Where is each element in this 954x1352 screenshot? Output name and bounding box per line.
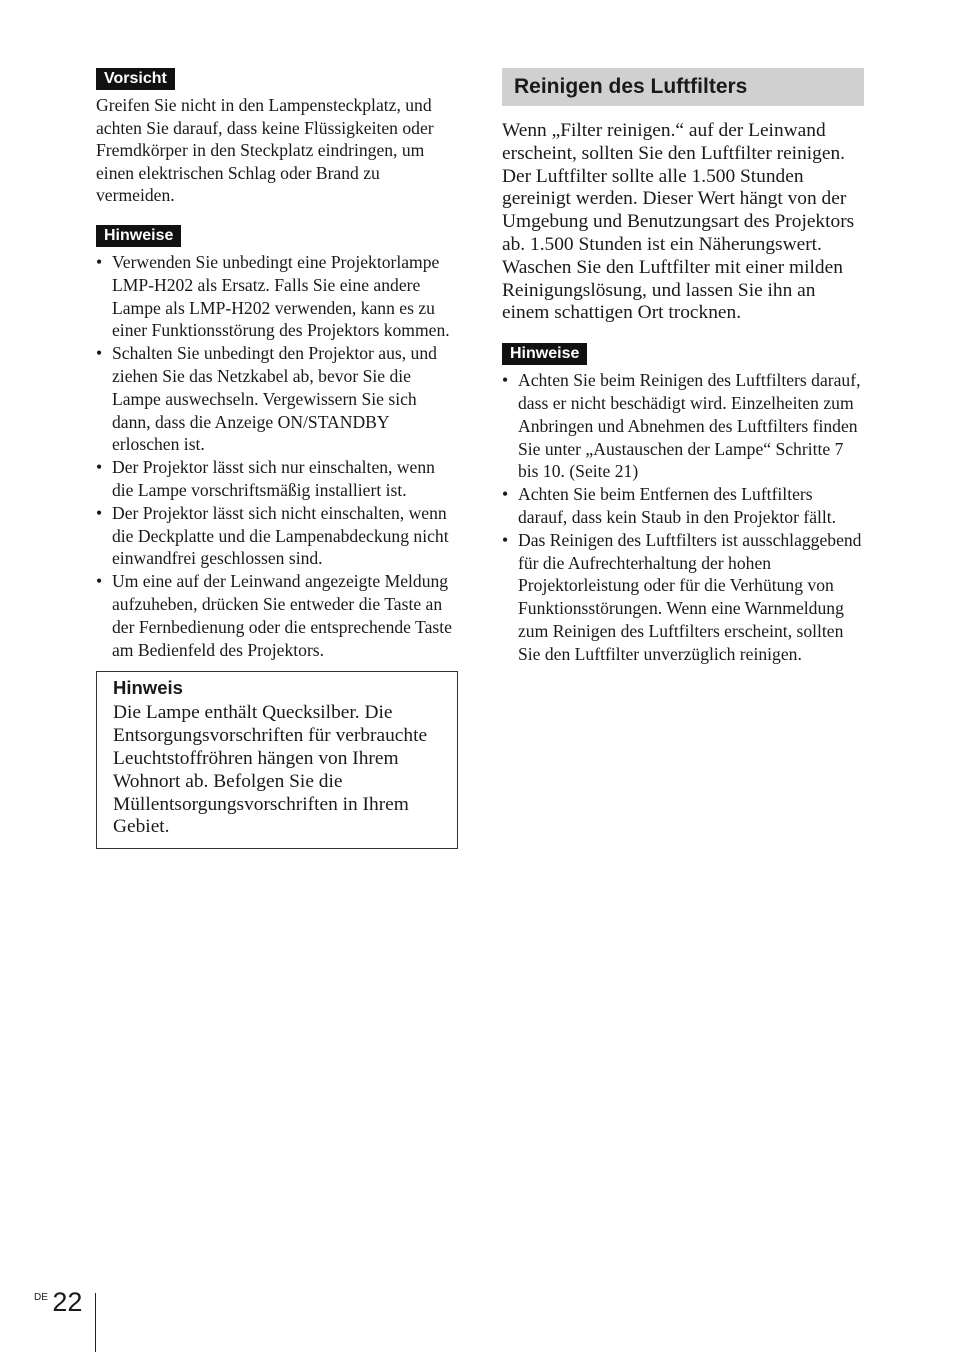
caution-label: Vorsicht: [96, 68, 175, 90]
notes-section-left: [96, 225, 458, 661]
list-item: • Der Projektor lässt sich nur einschalten, wenn die Lampe vorschriftsmäßig installiert ist.: [96, 456, 458, 502]
right-column: [502, 68, 864, 666]
list-item: • Das Reinigen des Luftfilters ist ausschlaggebend für die Aufrechterhaltung der hohen Projektorleistung oder für die Verhütung von Funktionsstörungen. Wenn eine Warnmeldung zum Reinigen des Luftfilters erscheint, sollten Sie den Luftfilter unverzüglich reinigen.: [502, 529, 864, 666]
intro-paragraph-1: Wenn „Filter reinigen.“ auf der Leinwand erscheint, sollten Sie den Luftfilter reinigen. Der Luftfilter sollte alle 1.500 Stunden gereinigt werden. Dieser Wert hängt von der Umgebung und Benutzungsart des Projektors ab. 1.500 Stunden ist ein Näherungswert.: [502, 120, 855, 255]
notes-label-left: Hinweise: [96, 225, 181, 247]
page-number-value: 22: [52, 1287, 83, 1317]
page-divider: [95, 1293, 96, 1352]
list-item: • Achten Sie beim Reinigen des Luftfilters darauf, dass er nicht beschädigt wird. Einzelheiten zum Anbringen und Abnehmen des Luftfilters finden Sie unter „Austauschen der Lampe“ Schritte 7 bis 10. (Seite 21): [502, 369, 864, 483]
page-number: [34, 1288, 82, 1316]
notice-title: Hinweis: [113, 677, 183, 699]
list-item: • Achten Sie beim Entfernen des Luftfilters darauf, dass kein Staub in den Projektor fällt.: [502, 483, 864, 529]
list-item: • Der Projektor lässt sich nicht einschalten, wenn die Deckplatte und die Lampenabdeckung nicht einwandfrei geschlossen sind.: [96, 502, 458, 570]
notes-list-left: [96, 251, 458, 661]
list-item: • Verwenden Sie unbedingt eine Projektorlampe LMP-H202 als Ersatz. Falls Sie eine andere Lampe als LMP-H202 verwenden, kann es zu einer Funktionsstörung des Projektors kommen.: [96, 251, 458, 342]
notes-list-right: [502, 369, 864, 665]
list-item: • Um eine auf der Leinwand angezeigte Meldung aufzuheben, drücken Sie entweder die Taste an der Fernbedienung oder die entsprechende Taste am Bedienfeld des Projektors.: [96, 570, 458, 661]
mercury-notice-box: [96, 671, 458, 849]
caution-text: Greifen Sie nicht in den Lampensteckplatz, und achten Sie darauf, dass keine Flüssigkeiten oder Fremdkörper in den Steckplatz eindringen, um einen elektrischen Schlag oder Brand zu vermeiden.: [96, 95, 434, 206]
caution-section: [96, 68, 458, 207]
section-title: Reinigen des Luftfilters: [502, 68, 864, 106]
notes-section-right: [502, 343, 864, 665]
intro-paragraph-2: Waschen Sie den Luftfilter mit einer milden Reinigungslösung, und lassen Sie ihn an einem schattigen Ort trocknen.: [502, 256, 843, 324]
notes-label-right: Hinweise: [502, 343, 587, 365]
notice-text: Die Lampe enthält Quecksilber. Die Entsorgungsvorschriften für verbrauchte Leuchtstoffröhren hängen von Ihrem Wohnort ab. Befolgen Sie die Müllentsorgungsvorschriften in Ihrem Gebiet.: [113, 702, 428, 838]
list-item: • Schalten Sie unbedingt den Projektor aus, und ziehen Sie das Netzkabel ab, bevor Sie die Lampe auswechseln. Vergewissern Sie sich dann, dass die Anzeige ON/STANDBY erloschen ist.: [96, 342, 458, 456]
page-language: DE: [34, 1292, 48, 1303]
left-column: [96, 68, 458, 849]
